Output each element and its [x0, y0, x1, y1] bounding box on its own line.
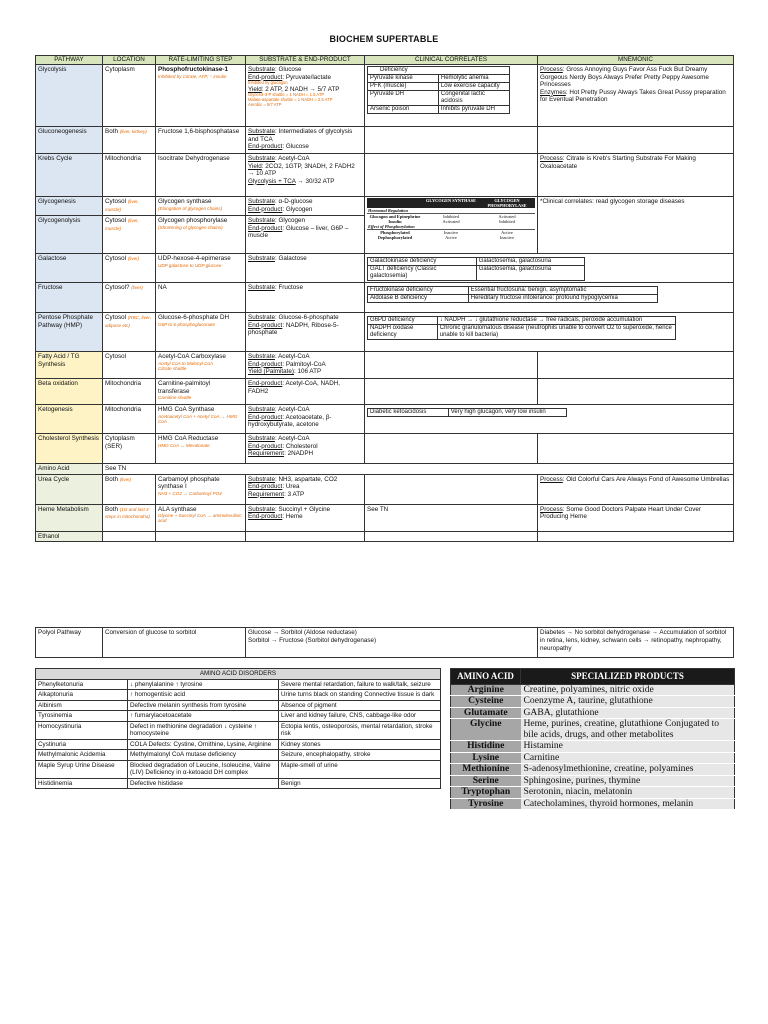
table-row-hmp — [36, 313, 734, 352]
rls-cell: Fructose 1,6-bisphosphatase — [156, 127, 246, 154]
mnemonic-cell: Process: Citrate is Kreb's Starting Substrate For Making Oxaloacetate — [538, 154, 734, 197]
substrate-cell: Substrate: α-D-glucose End-product: Glycogen — [246, 197, 365, 216]
pathway-cell: Ketogenesis — [36, 405, 103, 434]
table-row-ketogenesis — [36, 405, 734, 434]
location-cell: See TN — [103, 464, 734, 475]
table-row-beta-oxidation — [36, 379, 734, 405]
pathway-cell: Urea Cycle — [36, 474, 103, 504]
location-cell: Both (1st and last 3 steps in mitochondria) — [103, 504, 156, 531]
table-row: Lysine Carnitine — [451, 752, 735, 764]
mnemonic-cell: *Clinical correlates: read glycogen storage diseases — [538, 197, 734, 254]
substrate-cell: Substrate: NH3, aspartate, CO2 End-product: Urea Requirement: 3 ATP — [246, 474, 365, 504]
location-cell: Cytosol — [103, 352, 156, 379]
clinical-cell — [365, 154, 538, 197]
polyol-description: Conversion of glucose to sorbitol — [103, 628, 246, 658]
rls-cell: HMG CoA Synthase Acetoacetyl CoA + Acetyl CoA → HMG CoA — [156, 405, 246, 434]
rls-cell: Glucose-6-phosphate DH G6P to 6-phosphogluconate — [156, 313, 246, 352]
substrate-cell: Substrate: Galactose — [246, 254, 365, 283]
rls-cell: UDP-hexose-4-epimerase UDP galactose to UDP glucose — [156, 254, 246, 283]
header-row — [451, 669, 735, 685]
table-row: Alkaptonuria ↑ homogentisic acid Urine turns black on standing Connective tissue is dark — [36, 690, 441, 701]
pathway-cell: Galactose — [36, 254, 103, 283]
table-row-ethanol — [36, 531, 734, 542]
table-row-urea — [36, 474, 734, 504]
rls-cell: Glycogen phosphorylase (Shortening of glycogen chains) — [156, 216, 246, 254]
clinical-cell — [365, 531, 538, 542]
clinical-cell — [365, 352, 538, 379]
location-cell: Both (liver) — [103, 474, 156, 504]
mnemonic-cell — [538, 352, 734, 379]
table-row-polyol — [36, 628, 734, 658]
pathway-cell: Fructose — [36, 283, 103, 313]
location-cell: Cytosol (RBC, liver, adipose etc) — [103, 313, 156, 352]
clinical-cell — [365, 65, 538, 127]
clinical-cell — [365, 127, 538, 154]
table-row-gluconeogenesis — [36, 127, 734, 154]
clinical-cell — [365, 254, 734, 283]
mnemonic-cell — [538, 531, 734, 542]
table-row: Methionine S-adenosylmethionine, creatine, polyamines — [451, 764, 735, 776]
table-row-krebs — [36, 154, 734, 197]
substrate-cell: Substrate: Acetyl-CoA End-product: Cholesterol Requirement: 2NADPH — [246, 434, 365, 464]
hmp-deficiency-table: G6PD deficiency ↓ NADPH → ↓ glutathione reductase → free radicals, peroxide accumulation NADPH oxidase deficiency Chronic granulomatous disease (neutrophils unable to convert O2 to superoxide, hence unable to kill bacteria) — [367, 316, 676, 340]
polyol-table — [35, 627, 734, 658]
table-row: Phenylketonuria ↓ phenylalanine ↑ tyrosine Severe mental retardation, failure to walk/talk, seizure — [36, 679, 441, 690]
col-header-location: LOCATION — [103, 56, 156, 65]
col-header-pathway: PATHWAY — [36, 56, 103, 65]
table-row: Albinism Defective melanin synthesis from tyrosine Absence of pigment — [36, 700, 441, 711]
rls-cell: Carbamoyl phosphate synthase I NH3 + CO2 → Carbamoyl PO4 — [156, 474, 246, 504]
substrate-cell: Substrate: Succinyl + Glycine End-product: Heme — [246, 504, 365, 531]
table-row-fructose — [36, 283, 734, 313]
table-row: Cystinuria COLA Defects: Cystine, Ornithine, Lysine, Arginine Kidney stones — [36, 739, 441, 750]
substrate-cell: Substrate: Acetyl-CoA End-product: Palmitoyl-CoA Yield (Palmitate): 106 ATP — [246, 352, 365, 379]
table-row: Tryptophan Serotonin, niacin, melatonin — [451, 787, 735, 799]
table-row: Histidinemia Defective histidase Benign — [36, 778, 441, 789]
table-row-glycolysis — [36, 65, 734, 127]
table-row-cholesterol — [36, 434, 734, 464]
pathway-cell: Krebs Cycle — [36, 154, 103, 197]
table-row-amino-acid — [36, 464, 734, 475]
col-header-products: SPECIALIZED PRODUCTS — [521, 669, 735, 685]
mnemonic-cell — [538, 127, 734, 154]
substrate-cell: Substrate: Glucose-6-phosphate End-product: NADPH, Ribose-5-phosphate — [246, 313, 365, 352]
supertable — [35, 55, 734, 542]
table-row: Arginine Creatine, polyamines, nitric oxide — [451, 684, 735, 696]
pathway-cell: Polyol Pathway — [36, 628, 103, 658]
table-title-row — [36, 669, 441, 680]
location-cell: Mitochondria — [103, 379, 156, 405]
table-row-heme — [36, 504, 734, 531]
location-cell: Both (liver, kidney) — [103, 127, 156, 154]
col-header-substrate: SUBSTRATE & END-PRODUCT — [246, 56, 365, 65]
col-header-amino-acid: AMINO ACID — [451, 669, 521, 685]
location-cell: Cytoplasm — [103, 65, 156, 127]
substrate-cell: Substrate: Acetyl-CoA Yield: 2CO2, 1GTP, 3NADH, 2 FADH2 → 10 ATP Glycolysis + TCA → 30/32 ATP — [246, 154, 365, 197]
mnemonic-cell: Process: Gross Annoying Guys Favor Ass Fuck But Dreamy Gorgeous Nerdy Boys Always Prefer Pretty Peppy Awesome Princesses Enzymes: Hot Pretty Pussy Always Takes Great Pussy preparation for Eventual Penetration — [538, 65, 734, 127]
rls-cell: NA — [156, 283, 246, 313]
clinical-cell — [365, 283, 734, 313]
rls-cell: Glycogen synthase (Elongation of glycogen chains) — [156, 197, 246, 216]
substrate-cell: Substrate: Glycogen End-product: Glucose – liver, G6P – muscle — [246, 216, 365, 254]
pathway-cell: Gluconeogenesis — [36, 127, 103, 154]
table-row-galactose — [36, 254, 734, 283]
table-row: Methylmalonic Acidemia Methylmalonyl CoA mutase deficiency Seizure, encephalopathy, stroke — [36, 750, 441, 761]
pathway-cell: Amino Acid — [36, 464, 103, 475]
rls-cell: Carnitine-palmitoyl transferase Carnitine shuttle — [156, 379, 246, 405]
amino-acid-disorders-table — [35, 668, 441, 789]
mnemonic-cell: Process: Old Colorful Cars Are Always Fond of Awesome Umbrellas — [538, 474, 734, 504]
table-row-fatty-acid — [36, 352, 734, 379]
substrate-cell: End-product: Acetyl-CoA, NADH, FADH2 — [246, 379, 365, 405]
table-row: Tyrosine Catecholamines, thyroid hormones, melanin — [451, 798, 735, 810]
rls-cell: ALA synthase Glycine + Succinyl CoA → aminolevulinic acid — [156, 504, 246, 531]
clinical-cell — [365, 197, 538, 254]
clinical-cell — [365, 474, 538, 504]
table-row: Serine Sphingosine, purines, thymine — [451, 775, 735, 787]
col-header-rls: RATE-LIMITING STEP — [156, 56, 246, 65]
page-title: BIOCHEM SUPERTABLE — [329, 34, 439, 44]
col-header-mnemonic: MNEMONIC — [538, 56, 734, 65]
table-row-glycogenesis — [36, 197, 734, 216]
substrate-cell: Substrate: Intermediates of glycolysis and TCA End-product: Glucose — [246, 127, 365, 154]
amino-acid-products-table — [450, 668, 735, 810]
location-cell — [103, 531, 156, 542]
clinical-cell — [365, 434, 538, 464]
col-header-clinical: CLINICAL CORRELATES — [365, 56, 538, 65]
clinical-cell — [365, 313, 734, 352]
galactose-deficiency-table: Galactokinase deficiency Galactosemia, galactosuria GALT deficiency (Classic galactosemia) Galactosemia, galactosuria — [367, 257, 585, 281]
substrate-cell: Substrate: Acetyl-CoA End-product: Acetoacetate, β-hydroxybutyrate, acetone — [246, 405, 365, 434]
pathway-cell: Pentose Phosphate Pathway (HMP) — [36, 313, 103, 352]
rls-cell: HMG CoA Reductase HMG CoA → Mevalonate — [156, 434, 246, 464]
rls-cell: Phosphofructokinase-1 Inhibited by Citrate, ATP; ↑ insulin — [156, 65, 246, 127]
substrate-cell: Substrate: Glucose End-product: Pyruvate/lactate Inhibited by glucagon Yield: 2 ATP, 2 NADH → 5/7 ATP Glycerol-3-P shuttle = 1 NADH = 1.5 ATP Malate-aspartate shuttle = 1 NADH = 2.5 ATP Aerobic = 5/7 ATP — [246, 65, 365, 127]
substrate-cell — [246, 531, 365, 542]
table-row: Cysteine Coenzyme A, taurine, glutathione — [451, 696, 735, 708]
pathway-cell: Ethanol — [36, 531, 103, 542]
clinical-cell — [365, 405, 734, 434]
table-row: Histidine Histamine — [451, 741, 735, 753]
clinical-cell — [365, 379, 538, 405]
mnemonic-cell: Process: Some Good Doctors Palpate Heart Under Cover Producing Heme — [538, 504, 734, 531]
rls-cell: Isocitrate Dehydrogenase — [156, 154, 246, 197]
polyol-clinical: Diabetes → No sorbitol dehydrogenase → Accumulation of sorbitol in retina, lens, kidney, schwann cells → retinopathy, nephropathy, neuropathy — [538, 628, 734, 658]
polyol-reactions: Glucose → Sorbitol (Aldose reductase) Sorbitol → Fructose (Sorbitol dehydrogenase) — [246, 628, 538, 658]
pathway-cell: Glycogenesis — [36, 197, 103, 216]
location-cell: Cytosol? (liver) — [103, 283, 156, 313]
pathway-cell: Cholesterol Synthesis — [36, 434, 103, 464]
glycolysis-deficiency-table: Deficiency Pyruvate kinase Hemolytic anemia PFK (muscle) Low exercise capacity Pyruvate DH Congenital lactic acidosis Arsenic poison Inhibits pyruvate DH — [367, 66, 510, 114]
mnemonic-cell — [538, 434, 734, 464]
clinical-cell: See TN — [365, 504, 538, 531]
location-cell: Mitochondria — [103, 154, 156, 197]
rls-cell — [156, 531, 246, 542]
location-cell: Cytoplasm (SER) — [103, 434, 156, 464]
table-row: Glutamate GABA, glutathione — [451, 707, 735, 719]
ketogenesis-clinical-table: Diabetic ketoacidosis Very high glucagon, very low insulin — [367, 408, 567, 417]
table-row: Glycine Heme, purines, creatine, glutathione Conjugated to bile acids, drugs, and other metabolites — [451, 719, 735, 741]
location-cell: Cytosol (liver, muscle) — [103, 197, 156, 216]
substrate-cell: Substrate: Fructose — [246, 283, 365, 313]
pathway-cell: Glycogenolysis — [36, 216, 103, 254]
table-title: AMINO ACID DISORDERS — [36, 669, 441, 680]
pathway-cell: Glycolysis — [36, 65, 103, 127]
pathway-cell: Fatty Acid / TG Synthesis — [36, 352, 103, 379]
table-row: Homocystinuria Defect in methionine degradation ↓ cysteine ↑ homocysteine Ectopia lentis, osteoporosis, mental retardation, stroke risk — [36, 721, 441, 739]
pathway-cell: Heme Metabolism — [36, 504, 103, 531]
rls-cell: Acetyl-CoA Carboxylase Acetyl CoA to Malonyl CoA Citrate shuttle — [156, 352, 246, 379]
location-cell: Cytosol (liver) — [103, 254, 156, 283]
location-cell: Mitochondria — [103, 405, 156, 434]
location-cell: Cytosol (liver, muscle) — [103, 216, 156, 254]
fructose-deficiency-table: Fructokinase deficiency Essential fructosuria: benign, asymptomatic Aldolase B deficiency Hereditary fructose intolerance: profound hypoglycemia — [367, 286, 658, 303]
pathway-cell: Beta oxidation — [36, 379, 103, 405]
mnemonic-cell — [538, 379, 734, 405]
table-row: Maple Syrup Urine Disease Blocked degradation of Leucine, Isoleucine, Valine (LIV) Deficiency in α-ketoacid DH complex Maple-smell of urine — [36, 760, 441, 778]
glycogen-regulation-table: GLYCOGEN SYNTHASE GLYCOGEN PHOSPHORYLASE Hormonal Regulation Glucagon and Epinephrine Inhibited Activated Insulin Activated Inhibited Effect of Phosphorylation Phosphorylated Inactive Active Dephosphorylated Active Inactive — [367, 198, 535, 240]
table-row: Tyrosinemia ↑ fumarylacetoacetate Liver and kidney failure, CNS, cabbage-like odor — [36, 711, 441, 722]
header-row — [36, 56, 734, 65]
